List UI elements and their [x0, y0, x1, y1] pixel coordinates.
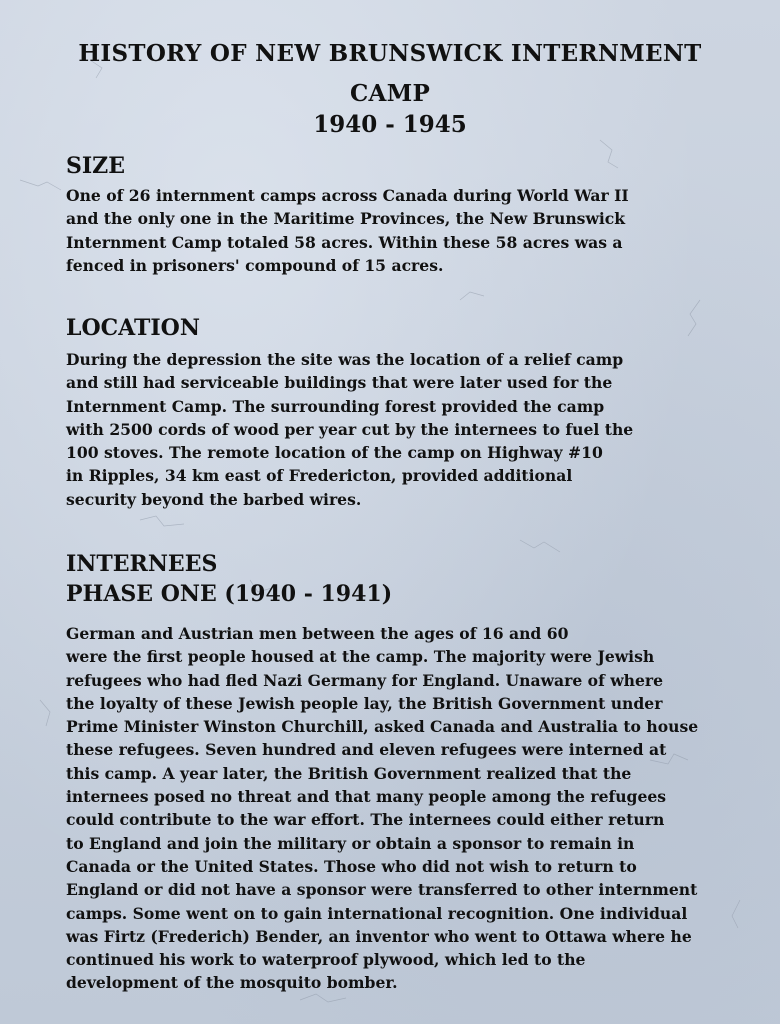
- section-body-size: [66, 184, 706, 277]
- section-internees: [66, 550, 766, 995]
- section-heading-location: LOCATION: [66, 315, 200, 341]
- title-line-2: CAMP: [349, 80, 431, 107]
- text-line: One of 26 internment camps across Canada during World War II: [66, 186, 629, 205]
- text-line: this camp. A year later, the British Government realized that the: [66, 763, 632, 783]
- text-line: Internment Camp. The surrounding forest provided the camp: [66, 396, 605, 416]
- title-years: 1940 - 1945: [313, 111, 467, 138]
- section-heading-internees: INTERNEES: [66, 551, 218, 577]
- text-line: in Ripples, 34 km east of Fredericton, provided additional: [66, 466, 573, 486]
- text-line: During the depression the site was the location of a relief camp: [66, 350, 624, 369]
- text-line: refugees who had fled Nazi Germany for England. Unaware of where: [66, 670, 664, 690]
- section-body-location: [66, 348, 706, 511]
- text-line: continued his work to waterproof plywood, which led to the: [66, 950, 586, 970]
- section-location: [66, 314, 706, 511]
- text-line: and still had serviceable buildings that were later used for the: [66, 373, 613, 393]
- text-line: was Firtz (Frederich) Bender, an inventor who went to Ottawa where he: [66, 926, 692, 946]
- text-line: Prime Minister Winston Churchill, asked Canada and Australia to house: [66, 717, 699, 737]
- text-line: German and Austrian men between the ages of 16 and 60: [66, 624, 569, 643]
- text-line: fenced in prisoners' compound of 15 acres.: [66, 255, 444, 275]
- text-line: with 2500 cords of wood per year cut by the internees to fuel the: [66, 419, 634, 439]
- text-line: these refugees. Seven hundred and eleven refugees were interned at: [66, 740, 667, 760]
- title-line-1: HISTORY OF NEW BRUNSWICK INTERNMENT: [78, 40, 702, 67]
- text-line: the loyalty of these Jewish people lay, the British Government under: [66, 693, 663, 713]
- text-line: could contribute to the war effort. The internees could either return: [66, 810, 665, 830]
- text-line: security beyond the barbed wires.: [66, 489, 362, 509]
- text-line: Internment Camp totaled 58 acres. Within these 58 acres was a: [66, 232, 623, 252]
- text-line: were the first people housed at the camp. The majority were Jewish: [66, 647, 655, 667]
- section-subheading-phase-one: PHASE ONE (1940 - 1941): [66, 581, 393, 607]
- text-line: and the only one in the Maritime Provinces, the New Brunswick: [66, 209, 626, 229]
- text-line: 100 stoves. The remote location of the camp on Highway #10: [66, 443, 603, 463]
- section-size: [66, 152, 706, 277]
- text-line: England or did not have a sponsor were transferred to other internment: [66, 880, 698, 900]
- text-line: camps. Some went on to gain international recognition. One individual: [66, 903, 688, 923]
- section-heading-size: SIZE: [66, 153, 126, 179]
- sign-title: [0, 38, 780, 140]
- text-line: Canada or the United States. Those who did not wish to return to: [66, 856, 637, 876]
- text-line: internees posed no threat and that many people among the refugees: [66, 787, 667, 807]
- text-line: to England and join the military or obtain a sponsor to remain in: [66, 833, 635, 853]
- section-body-internees: [66, 622, 766, 995]
- text-line: development of the mosquito bomber.: [66, 973, 398, 993]
